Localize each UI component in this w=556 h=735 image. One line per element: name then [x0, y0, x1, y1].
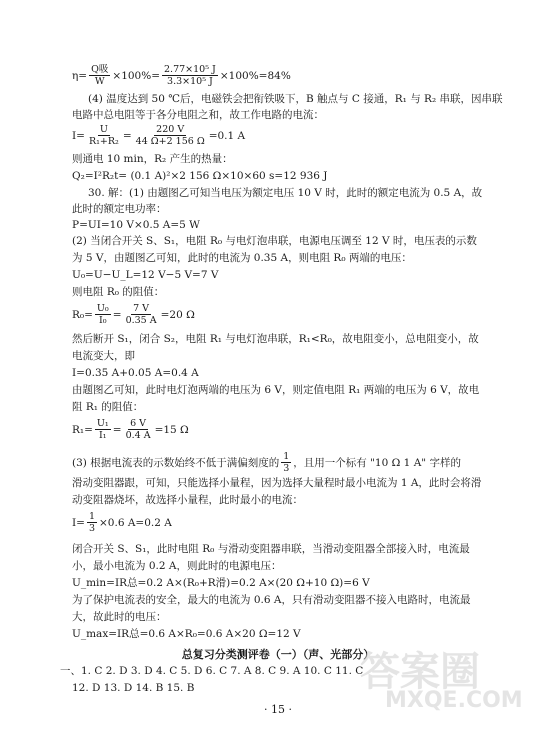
- watermark-site: MXQE.COM: [385, 688, 523, 713]
- resistance-r1-formula: R₁= $\frac{\text{U₁}}{\text{I₁}}$ = $\frac{6 V}{0.4 A}$ =15 Ω: [72, 418, 189, 441]
- formula-line: Q₂=I²R₂t= (0.1 A)²×2 156 Ω×10×60 s=12 936 J: [72, 170, 328, 182]
- answers-row-2: 12. D 13. D 14. B 15. B: [72, 682, 195, 694]
- part-3-line: (3) 根据电流表的示数始终不低于满偏刻度的 $\frac{1}{3}$ ，且用一个标有 "10 Ω 1 A" 字样的: [72, 451, 461, 474]
- text-line: 此时的额定电功率：: [72, 203, 167, 215]
- text-line: (4) 温度达到 50 ℃后，电磁铁会把衔铁吸下，B 触点与 C 接通，R₁ 与 R₂ 串联，因串联: [88, 93, 503, 105]
- answers-row-1: 一、1. C 2. D 3. D 4. C 5. D 6. C 7. A 8. C 9. A 10. C 11. C: [60, 665, 364, 677]
- watermark-brand: 答案圈: [360, 649, 480, 695]
- text-line: 电流变大，即: [72, 350, 135, 362]
- text-line: 为 5 V，由题图乙可知，此时的电流为 0.35 A，则电阻 R₀ 两端的电压：: [72, 252, 412, 264]
- resistance-formula: R₀= $\frac{\text{U₀}}{\text{I₀}}$ = $\frac{7 V}{0.35 A}$ =20 Ω: [72, 303, 195, 326]
- formula-line: P=UI=10 V×0.5 A=5 W: [72, 219, 200, 231]
- text-line: 滑动变阻器跟，可知，只能选择小量程，因为选择大量程时最小电流为 1 A，此时会将滑: [72, 477, 482, 489]
- section-title: 总复习分类测评卷（一）（声、光部分）: [181, 648, 375, 661]
- efficiency-formula: η= $\frac{\text{Q吸}}{W}$ ×100%= $\frac{\text{2.77×10⁵ J}}{\text{3.3×10⁵ J}}$ ×100%=84%: [72, 64, 291, 87]
- text-line: 则通电 10 min，R₂ 产生的热量：: [72, 153, 233, 165]
- text-line: (2) 当闭合开关 S、S₁，电阻 R₀ 与电灯泡串联，电源电压调至 12 V 时，电压表的示数: [72, 235, 477, 247]
- text-line: 闭合开关 S、S₁，此时电阻 R₀ 与滑动变阻器串联，当滑动变阻器全部接入时，电流最: [72, 543, 470, 555]
- text-line: 为了保护电流表的安全，最大的电流为 0.6 A，只有滑动变阻器不接入电路时，电流最: [72, 594, 471, 606]
- text-line: 小，最小电流为 0.2 A，则此时的电源电压：: [72, 560, 282, 572]
- question-30: 30. 解：(1) 由题图乙可知当电压为额定电压 10 V 时，此时的额定电流为 0.5 A，故: [88, 187, 483, 199]
- min-current-formula: I= $\frac{1}{3}$ ×0.6 A=0.2 A: [72, 511, 172, 534]
- text-line: 动变阻器烧坏，故选择小量程，此时最小的电流：: [72, 494, 303, 506]
- formula-line: U₀=U−U_L=12 V−5 V=7 V: [72, 269, 219, 281]
- text-line: 则电阻 R₀ 的阻值：: [72, 286, 165, 298]
- formula-line: U_min=IR总=0.2 A×(R₀+R滑)=0.2 A×(20 Ω+10 Ω)=6 V: [72, 577, 370, 589]
- formula-line: I=0.35 A+0.05 A=0.4 A: [72, 367, 199, 379]
- text-line: 阻 R₁ 的阻值：: [72, 401, 144, 413]
- text-line: 然后断开 S₁，闭合 S₂，电阻 R₁ 与电灯泡串联，R₁<R₀，故电阻变小，总电阻变小，故: [72, 333, 479, 345]
- text-line: 由题图乙可知，此时电灯泡两端的电压为 6 V，则定值电阻 R₁ 两端的电压为 6 V，故电: [72, 384, 480, 396]
- text-line: 电路中总电阻等于各分电阻之和，故工作电路的电流：: [72, 109, 324, 121]
- current-formula: I= $\frac{U}{\text{R₁+R₂}}$ = $\frac{220 V}{44 \Omega+2 156 \Omega}$ =0.1 A: [72, 124, 246, 147]
- formula-line: U_max=IR总=0.6 A×R₀=0.6 A×20 Ω=12 V: [72, 628, 301, 640]
- page-number: · 15 ·: [264, 703, 292, 716]
- text-line: 大，故此时的电压：: [72, 611, 167, 623]
